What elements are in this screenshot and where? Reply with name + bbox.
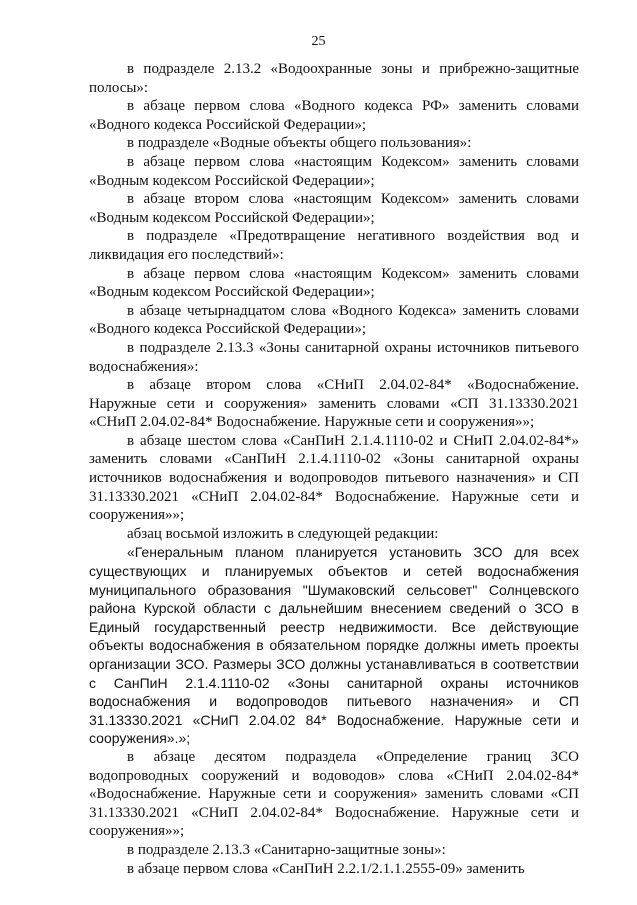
paragraph: в подразделе 2.13.3 «Зоны санитарной охраны источников питьевого водоснабжения»: (89, 339, 579, 375)
paragraph: в подразделе 2.13.3 «Санитарно-защитные зоны»: (127, 841, 446, 858)
quoted-paragraph: «Генеральным планом планируется установить ЗСО для всех существующих и планируемых объектов и сетей водоснабжения муниципального образования "Шумаковский сельсовет" Солнцевского района Курской области с дальнейшим внесением сведений о ЗСО в Единый государственный реестр недвижимости. Все действующие объекты водоснабжения в обязательном порядке должны иметь проекты организации ЗСО. Размеры ЗСО должны устанавливаться в соответствии с СанПиН 2.1.4.1110-02 «Зоны санитарной охраны источников водоснабжения и водопроводов питьевого назначения» и СП 31.13330.2021 «СНиП 2.04.02 84* Водоснабжение. Наружные сети и сооружения».»; (89, 544, 579, 747)
paragraph: в абзаце втором слова «настоящим Кодексом» заменить словами «Водным кодексом Российской Федерации»; (89, 191, 579, 226)
paragraph: в абзаце втором слова «СНиП 2.04.02-84* «Водоснабжение. Наружные сети и сооружения» заменить словами «СП 31.13330.2021 «СНиП 2.04.02-84* Водоснабжение. Наружные сети и сооружения»»; (89, 377, 579, 431)
paragraph: в подразделе 2.13.2 «Водоохранные зоны и прибрежно-защитные полосы»: (89, 61, 579, 96)
paragraph: в абзаце шестом слова «СанПиН 2.1.4.1110-02 и СНиП 2.04.02-84*» заменить словами «СанПиН 2.1.4.1110-02 «Зоны санитарной охраны источников водоснабжения и водопроводов питьевого назначения» и СП 31.13330.2021 «СНиП 2.04.02-84* Водоснабжение. Наружные сети и сооружения»»; (89, 432, 579, 524)
paragraph: в абзаце десятом подраздела «Определение границ ЗСО водопроводных сооружений и водоводов» слова «СНиП 2.04.02-84* «Водоснабжение. Наружные сети и сооружения» заменить словами «СП 31.13330.2021 «СНиП 2.04.02-84* Водоснабжение. Наружные сети и сооружения»»; (89, 748, 579, 840)
paragraph: в абзаце первом слова «настоящим Кодексом» заменить словами «Водным кодексом Российской Федерации»; (89, 265, 579, 301)
paragraph: в подразделе «Водные объекты общего пользования»: (127, 135, 472, 152)
page-number: 25 (311, 34, 326, 49)
paragraph: в подразделе «Предотвращение негативного воздействия вод и ликвидация его последствий»: (89, 228, 579, 263)
paragraph: в абзаце первом слова «настоящим Кодексом» заменить словами «Водным кодексом Российской Федерации»; (89, 153, 579, 189)
paragraph: в абзаце первом слова «СанПиН 2.2.1/2.1.1.2555-09» заменить (127, 860, 525, 877)
paragraph: в абзаце первом слова «Водного кодекса РФ» заменить словами «Водного кодекса Российской Федерации»; (89, 98, 579, 133)
paragraph: в абзаце четырнадцатом слова «Водного Кодекса» заменить словами «Водного кодекса Российской Федерации»; (89, 302, 579, 338)
document-body (89, 60, 579, 878)
paragraph: абзац восьмой изложить в следующей редакции: (127, 525, 439, 542)
